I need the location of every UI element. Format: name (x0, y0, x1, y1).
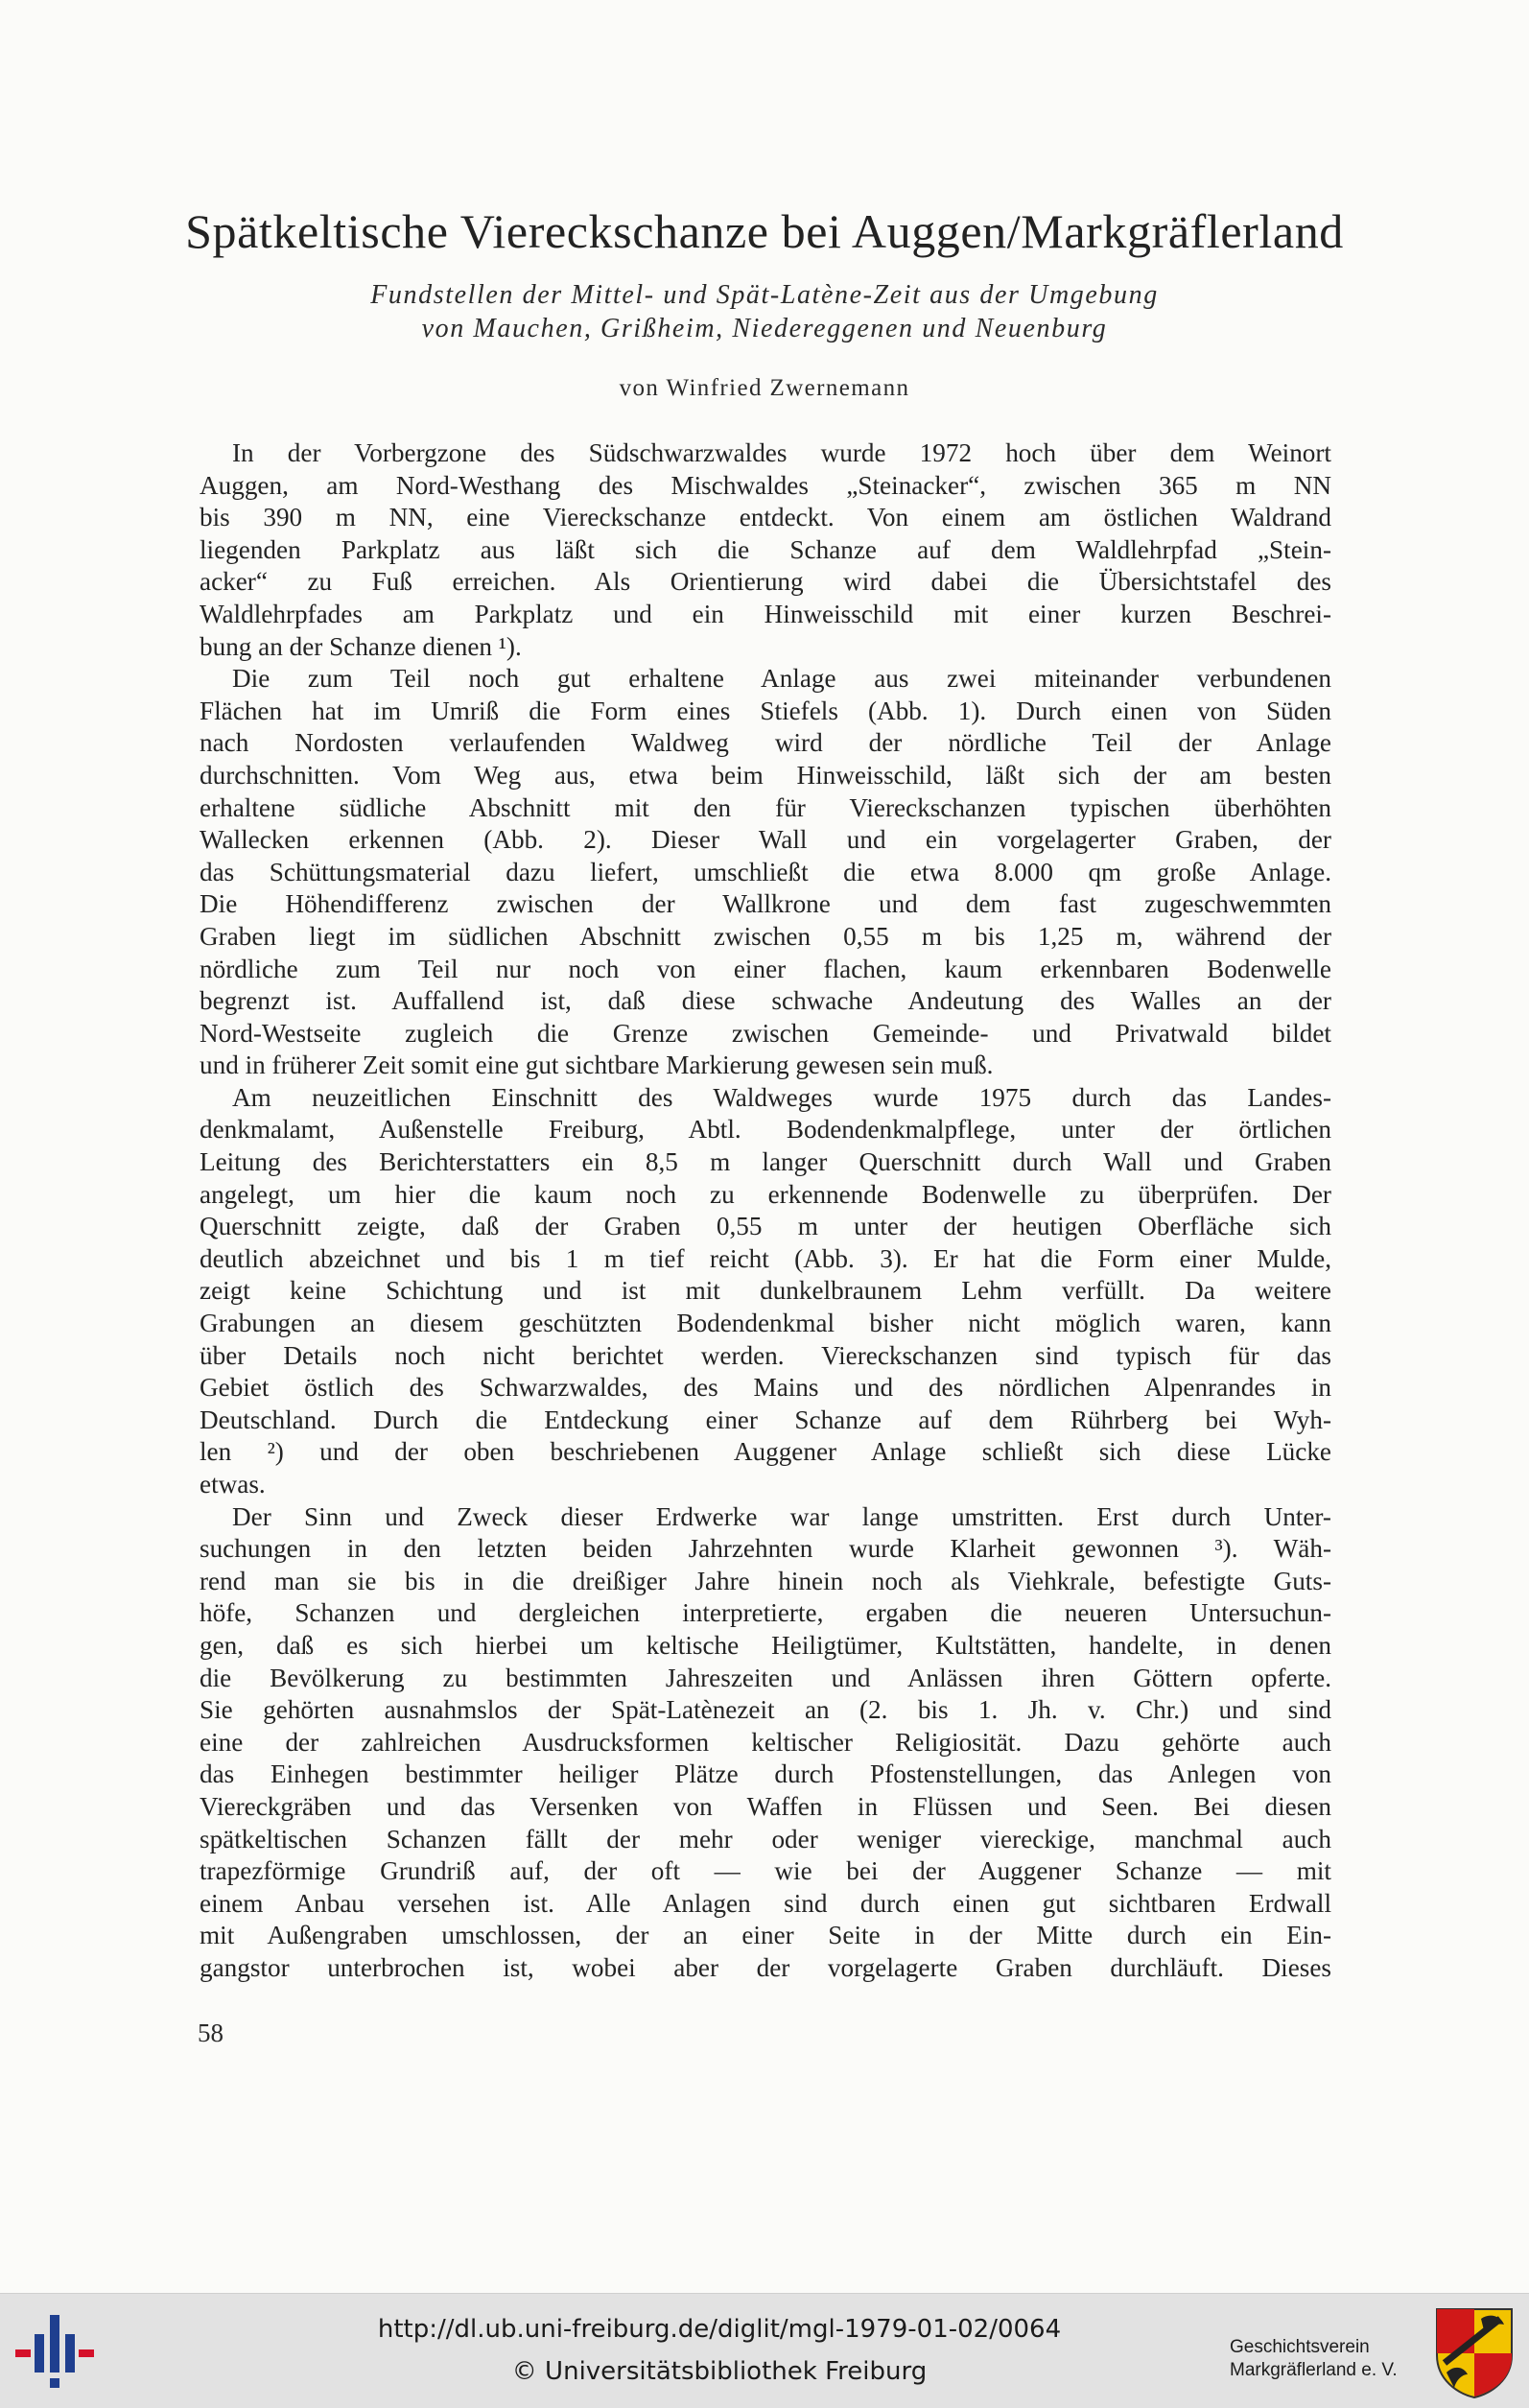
society-name-line: Markgräflerland e. V. (1230, 2360, 1398, 2380)
body-line: Deutschland. Durch die Entdeckung einer Schanze auf dem Rührberg bei Wyh- (200, 1405, 1331, 1434)
body-line: In der Vorbergzone des Südschwarzwaldes wurde 1972 hoch über dem Weinort (232, 438, 1331, 467)
body-line: das Einhegen bestimmter heiliger Plätze durch Pfostenstellungen, das Anlegen von (200, 1759, 1331, 1789)
body-line: und in früherer Zeit somit eine gut sichtbare Markierung gewesen sein muß. (200, 1051, 994, 1080)
society-name (1230, 2336, 1422, 2382)
article-subtitle (173, 278, 1356, 345)
body-line: Sie gehörten ausnahmslos der Spät-Latènezeit an (2. bis 1. Jh. v. Chr.) und sind (200, 1695, 1331, 1725)
article-body (200, 437, 1331, 1985)
body-line: Graben liegt im südlichen Abschnitt zwischen 0,55 m bis 1,25 m, während der (200, 921, 1331, 951)
body-line: Leitung des Berichterstatters ein 8,5 m langer Querschnitt durch Wall und Graben (200, 1147, 1331, 1177)
body-line: gen, daß es sich hierbei um keltische Heiligtümer, Kultstätten, handelte, in denen (200, 1630, 1331, 1660)
body-line: trapezförmige Grundriß auf, der oft — wie bei der Auggener Schanze — mit (200, 1856, 1331, 1886)
body-line: Die Höhendifferenz zwischen der Wallkrone und dem fast zugeschwemmten (200, 889, 1331, 919)
body-line: die Bevölkerung zu bestimmten Jahreszeiten und Anlässen ihren Göttern opferte. (200, 1663, 1331, 1692)
body-line: deutlich abzeichnet und bis 1 m tief reicht (Abb. 3). Er hat die Form einer Mulde, (200, 1243, 1331, 1273)
body-line: Querschnitt zeigte, daß der Graben 0,55 m unter der heutigen Oberfläche sich (200, 1212, 1331, 1241)
body-line: Auggen, am Nord-Westhang des Mischwaldes „Steinacker“, zwischen 365 m NN (200, 470, 1331, 500)
body-line: begrenzt ist. Auffallend ist, daß diese schwache Andeutung des Walles an der (200, 986, 1331, 1016)
body-line: etwas. (200, 1470, 266, 1499)
footer-bar (0, 2293, 1529, 2408)
body-line: bis 390 m NN, eine Viereckschanze entdeckt. Von einem am östlichen Waldrand (200, 503, 1331, 532)
body-line: Grabungen an diesem geschützten Bodendenkmal bisher nicht möglich waren, kann (200, 1309, 1331, 1338)
body-line: einem Anbau versehen ist. Alle Anlagen sind durch einen gut sichtbaren Erdwall (200, 1888, 1331, 1918)
body-line: das Schüttungsmaterial dazu liefert, umschließt die etwa 8.000 qm große Anlage. (200, 857, 1331, 886)
body-line: nach Nordosten verlaufenden Waldweg wird der nördliche Teil der Anlage (200, 728, 1331, 758)
body-line: Waldlehrpfades am Parkplatz und ein Hinweisschild mit einer kurzen Beschrei- (200, 599, 1331, 628)
article-title: Spätkeltische Viereckschanze bei Auggen/Markgräflerland (185, 204, 1344, 258)
body-line: rend man sie bis in die dreißiger Jahre hinein noch als Viehkrale, befestigte Guts- (200, 1566, 1331, 1595)
body-line: Wallecken erkennen (Abb. 2). Dieser Wall und ein vorgelagerter Graben, der (200, 825, 1331, 855)
body-line: denkmalamt, Außenstelle Freiburg, Abtl. Bodendenkmalpflege, unter der örtlichen (200, 1115, 1331, 1145)
article-author: von Winfried Zwernemann (619, 375, 910, 401)
body-line: durchschnitten. Vom Weg aus, etwa beim Hinweisschild, läßt sich der am besten (200, 760, 1331, 790)
body-line: zeigt keine Schichtung und ist mit dunkelbraunem Lehm verfüllt. Da weitere (200, 1276, 1331, 1306)
body-line: erhaltene südliche Abschnitt mit den für Viereckschanzen typischen überhöhten (200, 792, 1331, 822)
body-line: Gebiet östlich des Schwarzwaldes, des Mains und des nördlichen Alpenrandes in (200, 1373, 1331, 1403)
body-line: liegenden Parkplatz aus läßt sich die Schanze auf dem Waldlehrpfad „Stein- (200, 534, 1331, 564)
body-line: Die zum Teil noch gut erhaltene Anlage aus zwei miteinander verbundenen (232, 664, 1331, 694)
coat-of-arms-icon (1433, 2305, 1516, 2399)
body-line: spätkeltischen Schanzen fällt der mehr oder weniger viereckige, manchmal auch (200, 1824, 1331, 1853)
society-name-line: Geschichtsverein (1230, 2337, 1370, 2357)
body-line: über Details noch nicht berichtet werden. Viereckschanzen sind typisch für das (200, 1340, 1331, 1370)
body-line: bung an der Schanze dienen ¹). (200, 631, 522, 661)
body-line: Der Sinn und Zweck dieser Erdwerke war lange umstritten. Erst durch Unter- (232, 1501, 1331, 1531)
university-library-logo-icon (12, 2309, 98, 2392)
body-line: höfe, Schanzen und dergleichen interpretierte, ergaben die neueren Untersuchun- (200, 1598, 1331, 1628)
body-line: Flächen hat im Umriß die Form eines Stiefels (Abb. 1). Durch einen von Süden (200, 696, 1331, 725)
subtitle-line: Fundstellen der Mittel- und Spät-Latène-Zeit aus der Umgebung (370, 280, 1159, 310)
body-line: eine der zahlreichen Ausdrucksformen keltischer Religiosität. Dazu gehörte auch (200, 1727, 1331, 1757)
footer-url-link[interactable]: http://dl.ub.uni-freiburg.de/diglit/mgl-1979-01-02/0064 (377, 2315, 1062, 2344)
body-line: Nord-Westseite zugleich die Grenze zwischen Gemeinde- und Privatwald bildet (200, 1018, 1331, 1048)
body-line: mit Außengraben umschlossen, der an einer Seite in der Mitte durch ein Ein- (200, 1921, 1331, 1950)
subtitle-line: von Mauchen, Grißheim, Niedereggenen und Neuenburg (421, 314, 1108, 343)
body-line: acker“ zu Fuß erreichen. Als Orientierung wird dabei die Übersichtstafel des (200, 567, 1331, 597)
body-line: nördliche zum Teil nur noch von einer flachen, kaum erkennbaren Bodenwelle (200, 954, 1331, 983)
footer-copyright: © Universitätsbibliothek Freiburg (511, 2357, 928, 2386)
body-line: gangstor unterbrochen ist, wobei aber der vorgelagerte Graben durchläuft. Dieses (200, 1952, 1331, 1982)
body-line: angelegt, um hier die kaum noch zu erkennende Bodenwelle zu überprüfen. Der (200, 1179, 1331, 1209)
body-line: suchungen in den letzten beiden Jahrzehnten wurde Klarheit gewonnen ³). Wäh- (200, 1534, 1331, 1564)
body-line: len ²) und der oben beschriebenen Auggener Anlage schließt sich diese Lücke (200, 1437, 1331, 1467)
page-number: 58 (198, 2018, 223, 2047)
body-line: Am neuzeitlichen Einschnitt des Waldweges wurde 1975 durch das Landes- (232, 1082, 1331, 1112)
body-line: Viereckgräben und das Versenken von Waffen in Flüssen und Seen. Bei diesen (200, 1791, 1331, 1821)
